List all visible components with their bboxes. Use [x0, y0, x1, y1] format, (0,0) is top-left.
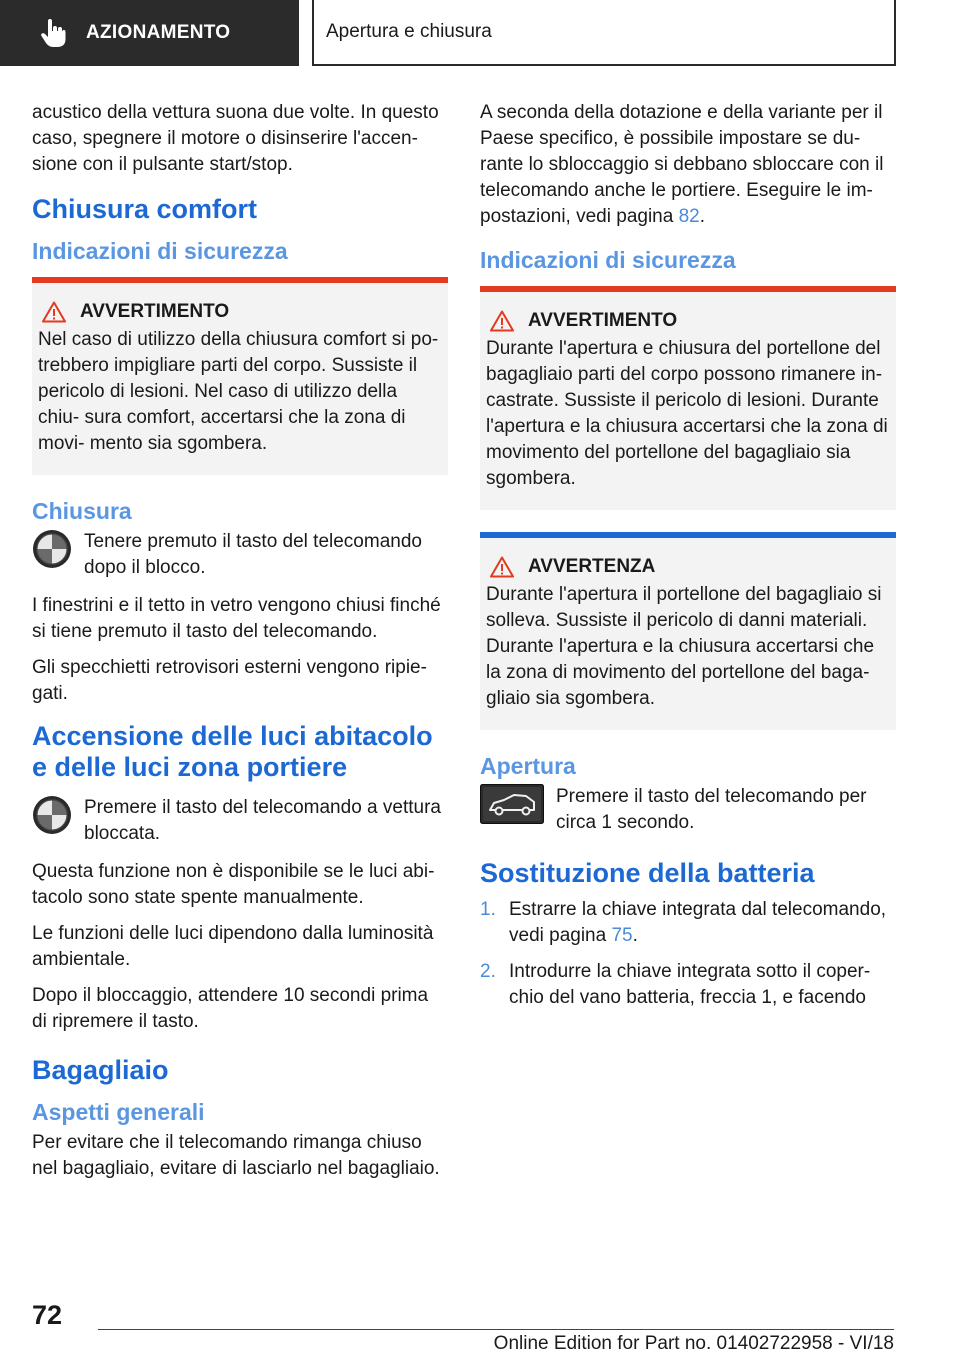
heading-aspetti-generali: Aspetti generali: [32, 1099, 205, 1125]
trunk-button-icon: [480, 784, 544, 824]
heading-bagagliaio: Bagagliaio: [32, 1055, 169, 1085]
right-intro-paragraph: A seconda della dotazione e della variante per il Paese specifico, è possibile impostare se du- rante lo sbloccaggio si debbano sbloccare con il telecomando anche le portiere. Eseguire le im- postazioni, vedi pagina 82.: [480, 102, 884, 227]
warning-text: Nel caso di utilizzo della chiusura comfort si po- trebbero impigliare parti del corpo. Sussiste il pericolo di lesioni. Nel caso di utilizzo della chiu- sura comfort, accertarsi che la zona di movi- mento sia sgombera.: [38, 329, 439, 454]
luci-icon-text: Premere il tasto del telecomando a vettura bloccata.: [84, 797, 441, 844]
heading-batteria: Sostituzione della batteria: [480, 858, 815, 888]
section-tab: [0, 0, 299, 66]
apertura-icon-text: Premere il tasto del telecomando per circa 1 secondo.: [556, 786, 867, 833]
warning-text: Durante l'apertura e chiusura del portellone del bagagliaio parti del corpo possono rimanere in- castrate. Sussiste il pericolo di lesioni. Durante l'apertura e la chiusura accertarsi che la zona di movimento del portellone del bagagliaio sia sgombera.: [486, 338, 888, 489]
left-column: [32, 100, 448, 1192]
apertura-instruction: [480, 784, 896, 836]
notice-title: AVVERTENZA: [528, 556, 656, 577]
page-header: [0, 0, 960, 66]
heading-safety-right: Indicazioni di sicurezza: [480, 247, 736, 273]
battery-steps: [480, 897, 896, 1011]
chiusura-paragraph-2: Gli specchietti retrovisori esterni vengono ripie- gati.: [32, 657, 427, 704]
footer-divider: [98, 1329, 894, 1330]
warning-box: [480, 286, 896, 510]
notice-triangle-icon: [490, 556, 514, 578]
heading-chiusura: Chiusura: [32, 498, 132, 524]
luci-instruction: [32, 795, 448, 847]
notice-text: Durante l'apertura il portellone del bagagliaio si solleva. Sussiste il pericolo di danni materiali. Durante l'apertura e la chiusura accertarsi che la zona di movimento del portellone del baga- gliaio sia sgombera.: [486, 584, 882, 709]
notice-box: [480, 532, 896, 730]
page-link-75[interactable]: 75: [611, 925, 633, 946]
chiusura-instruction: [32, 529, 448, 581]
warning-triangle-icon: [42, 301, 66, 323]
chapter-tab: [312, 0, 896, 66]
right-column: [480, 100, 896, 1021]
chiusura-icon-text: Tenere premuto il tasto del telecomando dopo il blocco.: [84, 531, 422, 578]
intro-paragraph: acustico della vettura suona due volte. In questo caso, spegnere il motore o disinserire l'accen- sione con il pulsante start/stop.: [32, 102, 439, 175]
heading-chiusura-comfort: Chiusura comfort: [32, 194, 258, 224]
step-number: 1.: [480, 899, 496, 920]
heading-safety: Indicazioni di sicurezza: [32, 238, 288, 264]
bmw-key-icon: [32, 795, 72, 835]
chapter-label: Apertura e chiusura: [326, 21, 492, 42]
warning-title: AVVERTIMENTO: [528, 310, 678, 331]
section-label: AZIONAMENTO: [86, 22, 231, 43]
heading-luci: Accensione delle luci abitacolo e delle luci zona portiere: [32, 721, 433, 782]
luci-paragraph-1: Questa funzione non è disponibile se le luci abi- tacolo sono state spente manualmente.: [32, 861, 435, 908]
warning-triangle-icon: [490, 310, 514, 332]
bmw-key-icon: [32, 529, 72, 569]
hand-pointer-icon: [40, 18, 66, 48]
edition-text: Online Edition for Part no. 01402722958 - VI/18: [493, 1333, 894, 1354]
page-link-82[interactable]: 82: [678, 206, 700, 227]
warning-title: AVVERTIMENTO: [80, 301, 230, 322]
luci-paragraph-3: Dopo il bloccaggio, attendere 10 secondi prima di ripremere il tasto.: [32, 985, 429, 1032]
page-number: 72: [32, 1300, 63, 1330]
list-item: 1. Estrarre la chiave integrata dal telecomando, vedi pagina 75.: [480, 897, 896, 949]
chiusura-paragraph-1: I finestrini e il tetto in vetro vengono chiusi finché si tiene premuto il tasto del telecomando.: [32, 595, 441, 642]
list-item: 2. Introdurre la chiave integrata sotto il coper- chio del vano batteria, freccia 1, e facendo: [480, 959, 896, 1011]
step-number: 2.: [480, 961, 496, 982]
luci-paragraph-2: Le funzioni delle luci dipendono dalla luminosità ambientale.: [32, 923, 434, 970]
heading-apertura: Apertura: [480, 753, 576, 779]
aspetti-paragraph: Per evitare che il telecomando rimanga chiuso nel bagagliaio, evitare di lasciarlo nel bagagliaio.: [32, 1132, 440, 1179]
warning-box: [32, 277, 448, 475]
